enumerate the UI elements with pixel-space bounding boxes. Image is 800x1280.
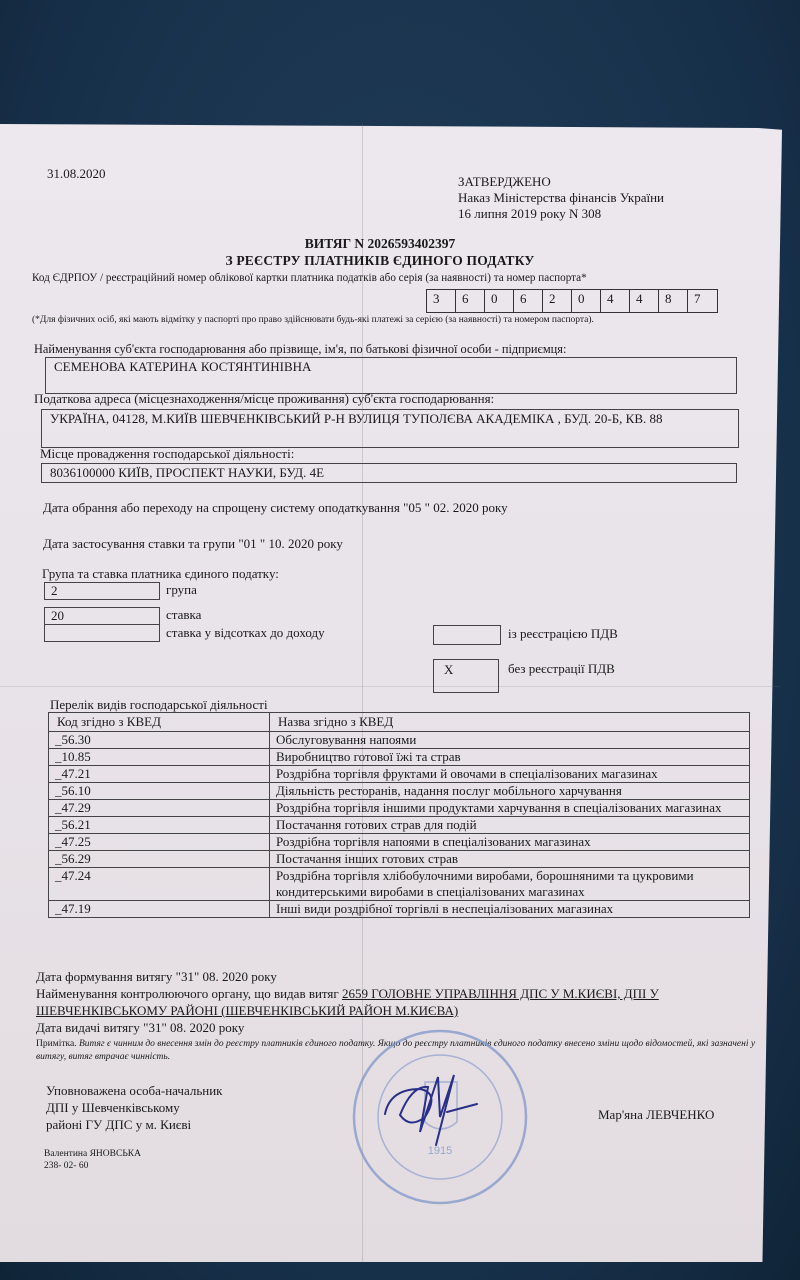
issue-date: Дата видачі витягу "31" 08. 2020 року (36, 1020, 245, 1035)
kved-name: Роздрібна торгівля іншими продуктами харчування в спеціалізованих магазинах (270, 800, 750, 817)
activities-table (48, 712, 750, 918)
generation-date: Дата формування витягу "31" 08. 2020 року (36, 969, 277, 984)
stamp-year: 1915 (427, 1145, 453, 1157)
vat-unregistered-label: без реєстрації ПДВ (508, 661, 615, 676)
print-date: 31.08.2020 (47, 166, 106, 181)
rate-application-date: Дата застосування ставки та групи "01 " 10. 2020 року (43, 536, 343, 551)
approval-block (458, 174, 664, 222)
kved-code: _56.30 (49, 732, 270, 749)
simplified-system-date: Дата обрання або переходу на спрощену систему оподаткування "05 " 02. 2020 року (43, 500, 508, 515)
tax-code-digit: 4 (601, 290, 630, 312)
kved-name: Роздрібна торгівля хлібобулочними виробами, борошняними та цукровими кондитерськими виробами в спеціалізованих магазинах (270, 868, 750, 901)
kved-name: Діяльність ресторанів, надання послуг мобільного харчування (270, 783, 750, 800)
kved-code: _47.25 (49, 834, 270, 851)
kved-code: _56.21 (49, 817, 270, 834)
vat-unregistered-checkbox: X (433, 659, 499, 693)
activity-row (49, 800, 750, 817)
tax-code-label: Код ЄДРПОУ / реєстраційний номер облікової картки платника податків або серія (за наявності) та номер паспорта* (32, 270, 587, 284)
signer-role-line: Уповноважена особа-начальник (46, 1083, 223, 1098)
kved-code: _47.21 (49, 766, 270, 783)
executor-block (44, 1148, 141, 1172)
tax-code-digit: 2 (543, 290, 572, 312)
signer-role (46, 1082, 223, 1133)
passport-footnote: (*Для фізичних осіб, які мають відмітку у паспорті про право здійснювати будь-які платежі за серією (за наявності) та номером паспорта). (32, 315, 594, 325)
activity-row (49, 749, 750, 766)
rate-percent-value (44, 624, 160, 642)
kved-code: _10.85 (49, 749, 270, 766)
tax-address-label: Податкова адреса (місцезнаходження/місце проживання) суб'єкта господарювання: (34, 391, 495, 406)
kved-name: Обслуговування напоями (270, 732, 750, 749)
rate-value: 20 (44, 607, 160, 625)
activity-row (49, 783, 750, 800)
signer-role-line: ДПІ у Шевченківському (46, 1100, 180, 1115)
tax-code-digit: 8 (659, 290, 688, 312)
vat-registered-checkbox (433, 625, 501, 645)
business-place-value: 8036100000 КИЇВ, ПРОСПЕКТ НАУКИ, БУД. 4Е (41, 463, 737, 483)
kved-code: _56.29 (49, 851, 270, 868)
executor-phone: 238- 02- 60 (44, 1161, 89, 1171)
kved-name: Постачання готових страв для подій (270, 817, 750, 834)
kved-code: _56.10 (49, 783, 270, 800)
activity-row (49, 851, 750, 868)
activities-header-row (49, 713, 750, 732)
approval-heading: ЗАТВЕРДЖЕНО (458, 174, 551, 189)
activity-row (49, 868, 750, 901)
extract-number-title: ВИТЯГ N 2026593402397 (304, 236, 456, 251)
issuing-authority (36, 985, 766, 1019)
group-value: 2 (44, 582, 160, 600)
kved-name-header: Назва згідно з КВЕД (270, 713, 750, 732)
register-title: З РЕЄСТРУ ПЛАТНИКІВ ЄДИНОГО ПОДАТКУ (225, 253, 535, 268)
tax-code-digits (426, 289, 718, 313)
tax-code-digit: 0 (572, 290, 601, 312)
kved-code: _47.24 (49, 868, 270, 901)
activity-row (49, 732, 750, 749)
kved-name: Постачання інших готових страв (270, 851, 750, 868)
issuing-authority-value: 2659 ГОЛОВНЕ УПРАВЛІННЯ ДПС У М.КИЄВІ, ДПІ У ШЕВЧЕНКІВСЬКОМУ РАЙОНІ (ШЕВЧЕНКІВСЬКИЙ РАЙОН М.КИЄВА) (36, 986, 659, 1018)
entity-name-label: Найменування суб'єкта господарювання або прізвище, ім'я, по батькові фізичної особи - підприємця: (34, 341, 567, 356)
kved-name: Роздрібна торгівля фруктами й овочами в спеціалізованих магазинах (270, 766, 750, 783)
activity-row (49, 834, 750, 851)
activity-row (49, 817, 750, 834)
group-label: група (166, 582, 197, 597)
tax-address-value: УКРАЇНА, 04128, М.КИЇВ ШЕВЧЕНКІВСЬКИЙ Р-Н ВУЛИЦЯ ТУПОЛЄВА АКАДЕМІКА , БУД. 20-Б, КВ. 88 (41, 409, 739, 448)
signer-name: Мар'яна ЛЕВЧЕНКО (598, 1107, 715, 1122)
tax-code-digit: 4 (630, 290, 659, 312)
paper-fold-horizontal (0, 686, 780, 687)
activity-row (49, 901, 750, 918)
tax-code-digit: 7 (694, 291, 701, 306)
tax-code-digit: 6 (456, 290, 485, 312)
tax-code-digit: 6 (514, 290, 543, 312)
note-label: Примітка. (36, 1039, 79, 1049)
rate-percent-label: ставка у відсотках до доходу (166, 625, 325, 640)
activities-section-label: Перелік видів господарської діяльності (50, 697, 268, 712)
kved-name: Виробництво готової їжі та страв (270, 749, 750, 766)
activity-row (49, 766, 750, 783)
approval-line-2: 16 липня 2019 року N 308 (458, 206, 602, 221)
executor-name: Валентина ЯНОВСЬКА (44, 1149, 141, 1159)
kved-code: _47.19 (49, 901, 270, 918)
rate-label: ставка (166, 607, 202, 622)
kved-code-header: Код згідно з КВЕД (49, 713, 270, 732)
official-stamp (345, 1022, 535, 1212)
signer-role-line: районі ГУ ДПС у м. Києві (46, 1117, 192, 1132)
tax-code-digit: 3 (427, 290, 456, 312)
note-text: Витяг є чинним до внесення змін до реєстру платників єдиного податку. Якщо до реєстру платників єдиного податку внесено зміни щодо відомостей, які зазначені у витягу, витяг втрачає чинність. (36, 1039, 756, 1062)
kved-name: Роздрібна торгівля напоями в спеціалізованих магазинах (270, 834, 750, 851)
tax-code-digit: 0 (485, 290, 514, 312)
issuing-authority-label: Найменування контролюючого органу, що видав витяг (36, 986, 342, 1001)
group-section-label: Група та ставка платника єдиного податку: (42, 566, 279, 581)
entity-name-value: СЕМЕНОВА КАТЕРИНА КОСТЯНТИНІВНА (45, 357, 737, 394)
kved-code: _47.29 (49, 800, 270, 817)
approval-line-1: Наказ Міністерства фінансів України (458, 190, 664, 205)
kved-name: Інші види роздрібної торгівлі в неспеціалізованих магазинах (270, 901, 750, 918)
business-place-label: Місце провадження господарської діяльності: (40, 446, 295, 461)
signature-icon (385, 1075, 477, 1145)
vat-registered-label: із реєстрацією ПДВ (508, 626, 618, 641)
